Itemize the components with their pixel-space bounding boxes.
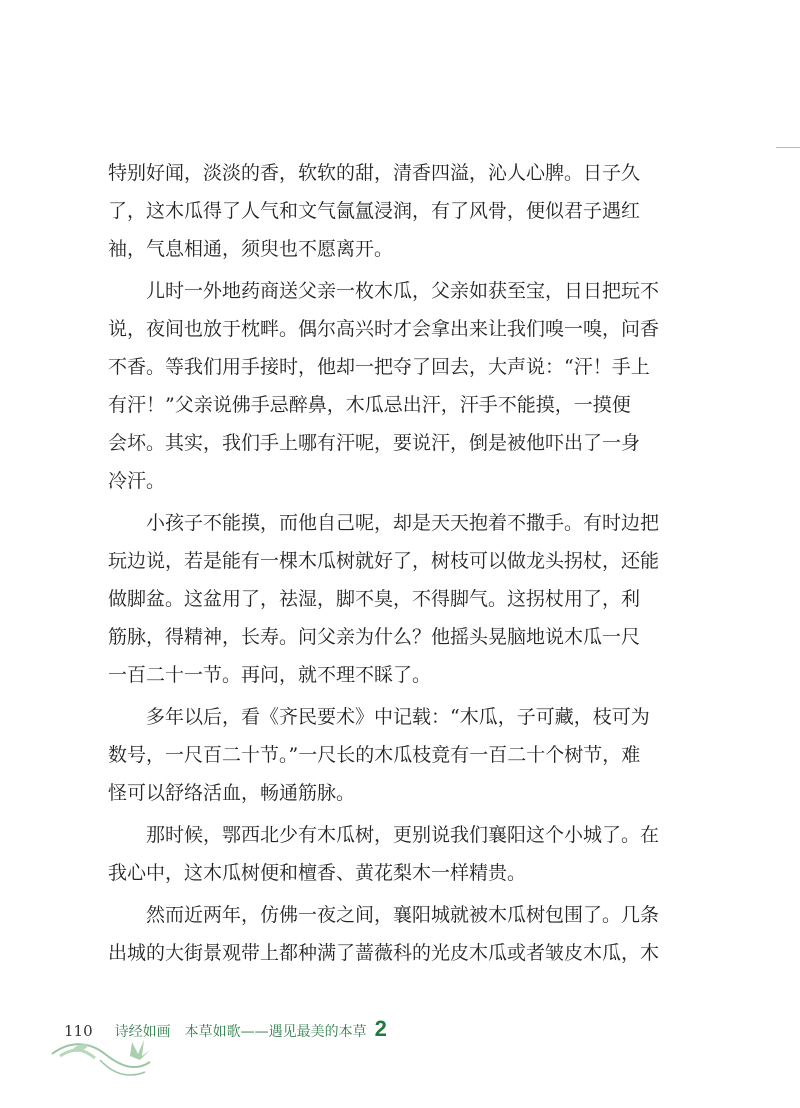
- text-line: 冷汗。: [108, 470, 166, 492]
- text-line: 特别好闻，淡淡的香，软软的甜，清香四溢，沁人心脾。日子久: [108, 162, 641, 184]
- text-line: 数号，一尺百二十节。”一尺长的木瓜枝竟有一百二十个树节，难: [108, 744, 641, 766]
- paragraph: [108, 698, 648, 812]
- text-line: 多年以后，看《齐民要术》中记载：“木瓜，子可藏，枝可为: [108, 706, 650, 728]
- text-line: 不香。等我们用手接时，他却一把夺了回去，大声说：“汗！手上: [108, 356, 650, 378]
- text-line: 筋脉，得精神，长寿。问父亲为什么？他摇头晃脑地说木瓜一尺: [108, 626, 641, 648]
- floral-ornament-icon: [50, 1032, 170, 1082]
- text-line: 那时候，鄂西北少有木瓜树，更别说我们襄阳这个小城了。在: [108, 824, 660, 846]
- text-line: 有汗！”父亲说佛手忌醉鼻，木瓜忌出汗，汗手不能摸，一摸便: [108, 394, 631, 416]
- margin-rule: [776, 147, 800, 148]
- text-line: 会坏。其实，我们手上哪有汗呢，要说汗，倒是被他吓出了一身: [108, 432, 641, 454]
- text-line: 做脚盆。这盆用了，祛湿，脚不臭，不得脚气。这拐杖用了，利: [108, 588, 641, 610]
- paragraph: [108, 816, 660, 892]
- paragraph: [108, 504, 660, 694]
- text-line: 一百二十一节。再问，就不理不睬了。: [108, 664, 432, 686]
- volume-number: 2: [374, 1016, 387, 1041]
- text-line: 怪可以舒络活血，畅通筋脉。: [108, 782, 356, 804]
- paragraph: [108, 272, 660, 500]
- paragraph: [108, 896, 660, 972]
- text-line: 袖，气息相通，须臾也不愿离开。: [108, 238, 394, 260]
- text-line: 说，夜间也放于枕畔。偶尔高兴时才会拿出来让我们嗅一嗅，问香: [108, 318, 660, 340]
- book-title: 本草如歌——遇见最美的本草: [184, 1024, 367, 1040]
- text-line: 玩边说，若是能有一棵木瓜树就好了，树枝可以做龙头拐杖，还能: [108, 550, 660, 572]
- text-line: 我心中，这木瓜树便和檀香、黄花梨木一样精贵。: [108, 862, 527, 884]
- page-number: 110: [64, 1022, 93, 1040]
- text-line: 小孩子不能摸，而他自己呢，却是天天抱着不撒手。有时边把: [108, 512, 660, 534]
- text-line: 然而近两年，仿佛一夜之间，襄阳城就被木瓜树包围了。几条: [108, 904, 660, 926]
- text-line: 儿时一外地药商送父亲一枚木瓜，父亲如获至宝，日日把玩不: [108, 280, 660, 302]
- text-line: 了，这木瓜得了人气和文气氤氲浸润，有了风骨，便似君子遇红: [108, 200, 641, 222]
- text-line: 出城的大街景观带上都种满了蔷薇科的光皮木瓜或者皱皮木瓜，木: [108, 942, 660, 964]
- body-text: [108, 154, 660, 972]
- paragraph: [108, 154, 648, 268]
- series-title: 诗经如画: [114, 1024, 171, 1040]
